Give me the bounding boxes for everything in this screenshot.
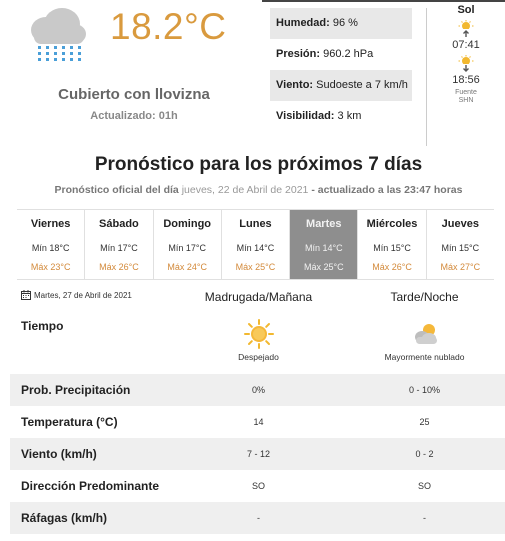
pressure-row — [270, 39, 412, 70]
day-max: Máx 24°C — [167, 262, 208, 272]
day-min: Mín 14°C — [236, 243, 275, 253]
forecast-subtitle — [0, 184, 505, 196]
row-value-morning: 14 — [253, 417, 264, 427]
visibility-value: 3 km — [337, 110, 362, 122]
tab-jueves[interactable] — [427, 210, 494, 279]
wind-label: Viento: — [276, 79, 314, 91]
day-max: Máx 25°C — [303, 262, 344, 272]
row-label: Temperatura (°C) — [21, 415, 118, 429]
source-label — [436, 89, 496, 105]
day-max: Máx 26°C — [372, 262, 412, 272]
cloudy-sun-icon — [409, 318, 441, 350]
sunrise-icon — [457, 20, 475, 38]
pressure-label: Presión: — [276, 48, 321, 60]
tiempo-label: Tiempo — [21, 319, 64, 333]
row-value-morning: - — [257, 513, 260, 523]
column-header-evening: Tarde/Noche — [390, 290, 459, 304]
updated-time: Actualizado: 01h — [90, 110, 178, 122]
cloud-drizzle-icon — [24, 6, 88, 64]
forecast-subtitle-prefix: Pronóstico oficial del día — [54, 184, 179, 196]
sunset-time: 18:56 — [452, 74, 480, 86]
day-min: Mín 18°C — [31, 243, 70, 253]
row-label: Viento (km/h) — [21, 447, 97, 461]
tab-domingo[interactable] — [154, 210, 222, 279]
row-label: Ráfagas (km/h) — [21, 511, 108, 525]
table-row — [10, 502, 505, 534]
current-details — [270, 8, 412, 132]
tab-martes[interactable] — [290, 210, 358, 279]
weather-evening — [352, 318, 497, 362]
day-min: Mín 14°C — [304, 243, 343, 253]
source-line-2: SHN — [458, 97, 474, 104]
forecast-title: Pronóstico para los próximos 7 días — [94, 154, 423, 175]
weather-morning-label: Despejado — [238, 352, 279, 362]
row-value-evening: - — [423, 513, 426, 523]
sun-panel — [436, 4, 496, 105]
sun-icon — [243, 318, 275, 350]
row-value-morning: SO — [251, 481, 265, 491]
tab-sabado[interactable] — [85, 210, 153, 279]
day-name: Martes — [306, 218, 342, 230]
row-value-evening: 25 — [419, 417, 430, 427]
sun-title: Sol — [457, 4, 475, 16]
table-row — [10, 406, 505, 438]
day-max: Máx 25°C — [235, 262, 276, 272]
source-line-1: Fuente — [455, 89, 477, 96]
row-value-morning: 0% — [251, 385, 265, 395]
day-min: Mín 15°C — [373, 243, 411, 253]
tab-miercoles[interactable] — [358, 210, 426, 279]
visibility-row — [270, 101, 412, 132]
top-divider — [262, 0, 505, 2]
detail-date — [21, 290, 132, 300]
row-value-morning: 7 - 12 — [246, 449, 270, 459]
tab-lunes[interactable] — [222, 210, 290, 279]
day-name: Jueves — [441, 218, 479, 230]
day-max: Máx 27°C — [440, 262, 481, 272]
pressure-value: 960.2 hPa — [323, 48, 374, 60]
table-row — [10, 438, 505, 470]
column-header-morning: Madrugada/Mañana — [204, 290, 313, 304]
day-max: Máx 26°C — [99, 262, 139, 272]
sun-divider — [426, 8, 427, 146]
day-name: Domingo — [163, 218, 212, 230]
row-label: Prob. Precipitación — [21, 383, 131, 397]
day-min: Mín 17°C — [168, 243, 207, 253]
tab-viernes[interactable] — [17, 210, 85, 279]
sunrise-time: 07:41 — [452, 39, 480, 51]
humidity-value: 96 % — [332, 17, 358, 29]
current-condition: Cubierto con llovizna — [58, 86, 210, 103]
day-name: Sábado — [99, 218, 139, 230]
humidity-row — [270, 8, 412, 39]
day-max: Máx 23°C — [30, 262, 71, 272]
day-tabs — [17, 209, 494, 280]
wind-value: Sudoeste a 7 km/h — [316, 79, 408, 91]
table-row — [10, 470, 505, 502]
row-label: Dirección Predominante — [21, 479, 160, 493]
weather-morning — [186, 318, 331, 362]
day-name: Lunes — [239, 218, 272, 230]
detail-date-text: Martes, 27 de Abril de 2021 — [34, 290, 132, 300]
table-row — [10, 374, 505, 406]
visibility-label: Visibilidad: — [276, 110, 335, 122]
day-name: Viernes — [30, 218, 71, 230]
calendar-icon — [21, 290, 31, 300]
row-value-evening: 0 - 10% — [408, 385, 441, 395]
sunset-icon — [457, 55, 475, 73]
weather-evening-label: Mayormente nublado — [384, 352, 465, 362]
day-min: Mín 15°C — [441, 243, 480, 253]
day-name: Miércoles — [366, 218, 418, 230]
day-min: Mín 17°C — [100, 243, 138, 253]
row-value-evening: 0 - 2 — [415, 449, 434, 459]
current-conditions — [0, 0, 505, 150]
forecast-subtitle-date: jueves, 22 de Abril de 2021 — [181, 184, 309, 196]
current-temperature: 18.2°C — [110, 6, 227, 47]
row-value-evening: SO — [417, 481, 431, 491]
wind-row — [270, 70, 412, 101]
humidity-label: Humedad: — [276, 17, 330, 29]
forecast-subtitle-mid: - actualizado a las — [311, 184, 402, 196]
detail-rows — [10, 374, 505, 534]
forecast-subtitle-time: 23:47 horas — [404, 184, 463, 196]
